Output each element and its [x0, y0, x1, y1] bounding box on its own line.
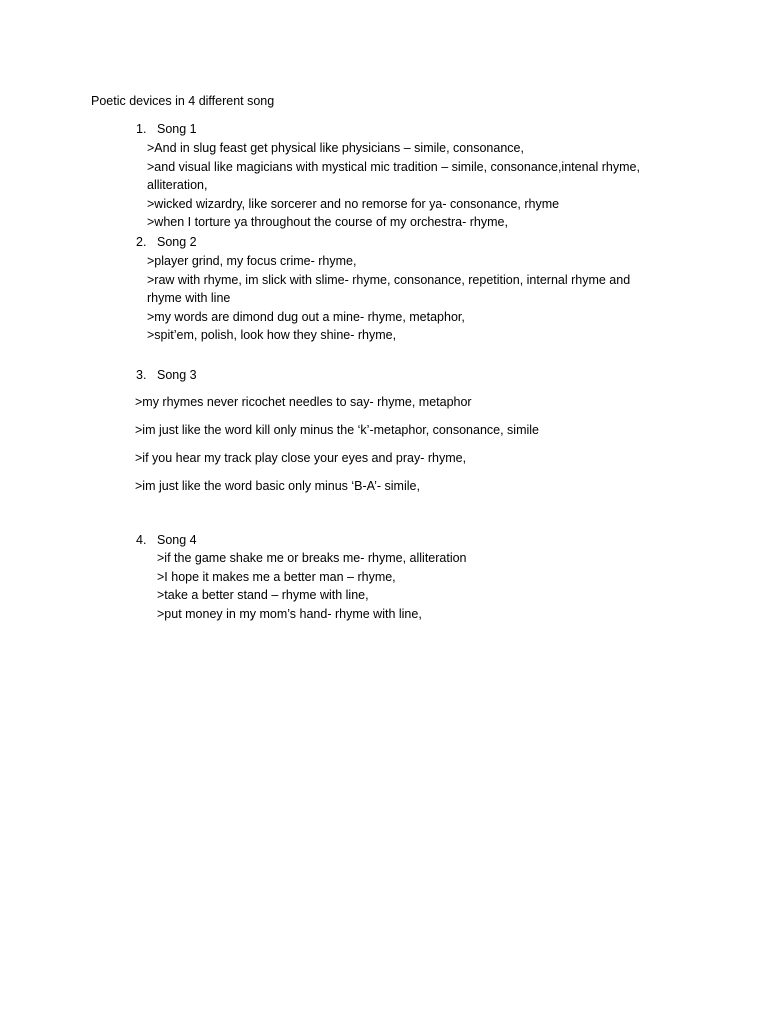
song-title: Song 1 [157, 122, 197, 136]
lyric-line: >if the game shake me or breaks me- rhyme, alliteration [157, 551, 467, 565]
song-2-lines [147, 252, 667, 345]
lyric-line: >I hope it makes me a better man – rhyme, [157, 569, 396, 584]
lyric-line: >And in slug feast get physical like physicians – simile, consonance, [147, 141, 524, 155]
lyric-line: >raw with rhyme, im slick with slime- rhyme, consonance, repetition, internal rhyme and rhyme with line [147, 272, 631, 306]
list-number: 4. [136, 533, 147, 547]
song-1-lines [147, 139, 667, 232]
song-title: Song 2 [157, 235, 197, 249]
lyric-line: >when I torture ya throughout the course of my orchestra- rhyme, [147, 215, 508, 230]
song-4-lines [157, 549, 677, 623]
lyric-line: >wicked wizardry, like sorcerer and no remorse for ya- consonance, rhyme [147, 196, 560, 211]
lyric-line: >im just like the word kill only minus the ‘k’-metaphor, consonance, simile [135, 423, 539, 438]
song-3-lines [135, 393, 695, 505]
lyric-line: >im just like the word basic only minus ‘B-A’- simile, [135, 479, 420, 494]
song-3-heading [136, 366, 197, 385]
lyric-line: >player grind, my focus crime- rhyme, [147, 254, 357, 268]
lyric-line: >put money in my mom’s hand- rhyme with line, [157, 606, 422, 621]
lyric-line: >take a better stand – rhyme with line, [157, 588, 369, 603]
list-number: 3. [136, 368, 147, 382]
song-2-heading [136, 233, 197, 252]
list-number: 1. [136, 122, 147, 136]
song-4-heading [136, 531, 197, 550]
lyric-line: >spit’em, polish, look how they shine- rhyme, [147, 328, 397, 343]
lyric-line: >my words are dimond dug out a mine- rhyme, metaphor, [147, 309, 465, 324]
lyric-line: >my rhymes never ricochet needles to say- rhyme, metaphor [135, 395, 472, 409]
song-title: Song 4 [157, 533, 197, 547]
lyric-line: >and visual like magicians with mystical mic tradition – simile, consonance,intenal rhyme, alliteration, [147, 159, 640, 193]
song-title: Song 3 [157, 368, 197, 382]
page-title: Poetic devices in 4 different song [91, 94, 275, 108]
song-1-heading [136, 120, 197, 139]
lyric-line: >if you hear my track play close your eyes and pray- rhyme, [135, 451, 467, 466]
list-number: 2. [136, 235, 147, 249]
